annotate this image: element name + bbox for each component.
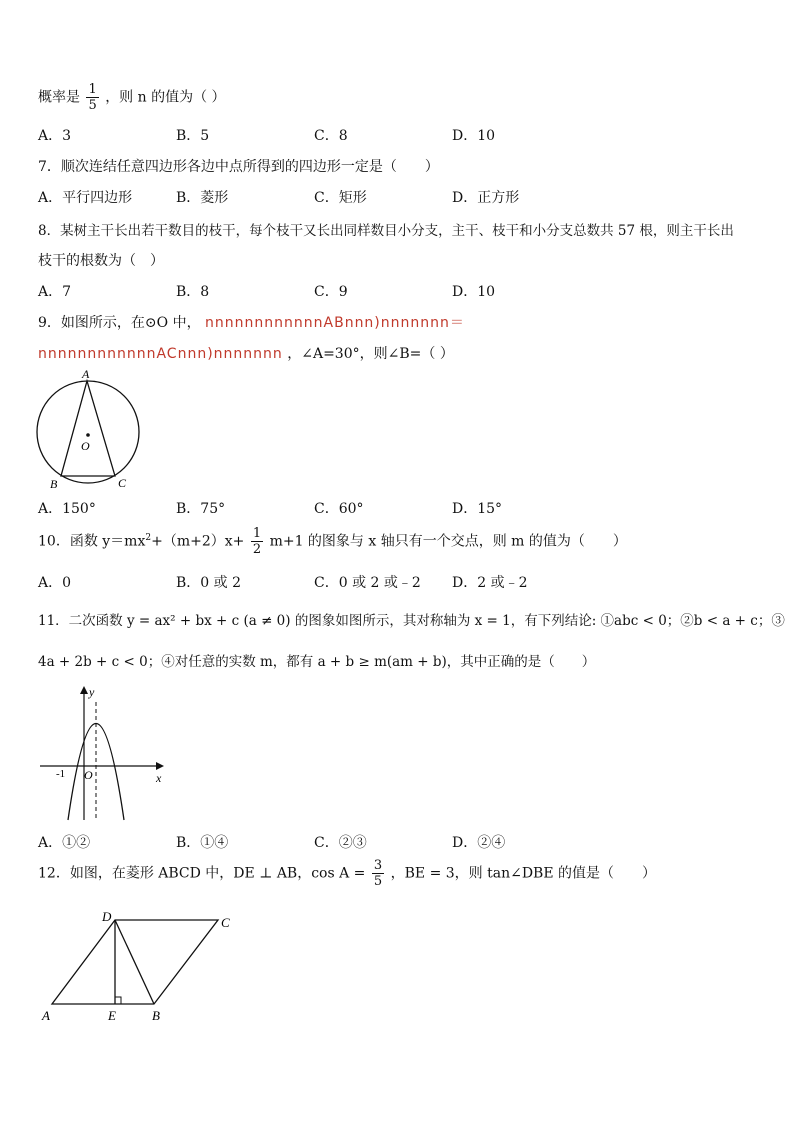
q9-option-b: B．75° (176, 501, 226, 517)
q9-stem-post: ，∠A=30°，则∠B=（ ） (287, 346, 454, 362)
q8-stem-line2: 枝干的根数为（ ） (38, 253, 164, 269)
q8-option-c: C．9 (314, 284, 348, 300)
q9-option-c: C．60° (314, 501, 364, 517)
q10-stem-pre: 10．函数 y＝mx (38, 533, 146, 550)
label-c: C (118, 476, 127, 490)
q10-option-b: B．0 或 2 (176, 575, 242, 591)
q8-option-a: A．7 (38, 284, 72, 300)
q6-stem (38, 82, 226, 113)
q10-frac-den: 2 (252, 542, 262, 557)
label-a: A (42, 1008, 50, 1023)
q6-option-c: C．8 (314, 128, 348, 144)
q7-option-d: D．正方形 (452, 190, 520, 206)
label-d: D (102, 909, 112, 924)
q10-option-c: C．0 或 2 或﹣2 (314, 575, 421, 591)
q11-stem-line1: 11．二次函数 y = ax² + bx + c (a ≠ 0) 的图象如图所示，其对称轴为 x = 1，有下列结论: ①abc < 0；②b < a + c；③ (38, 613, 785, 629)
q9-circle-figure (30, 366, 170, 492)
label-origin: O (84, 768, 93, 782)
label-y: y (89, 685, 95, 699)
q7-option-a: A．平行四边形 (38, 190, 133, 206)
q6-option-b: B．5 (176, 128, 210, 144)
q12-stem-post: ，BE = 3，则 tan∠DBE 的值是（ ） (390, 865, 657, 882)
q10-stem-post: m+1 的图象与 x 轴只有一个交点，则 m 的值为（ ） (269, 533, 627, 550)
q10-stem (38, 526, 627, 557)
q11-option-a: A．①② (38, 835, 91, 851)
q9-garbled-text-2: nnnnnnnnnnnnACnnn)nnnnnnn (38, 346, 283, 362)
q10-option-a: A．0 (38, 575, 72, 591)
q12-frac-den: 5 (373, 874, 383, 889)
q12-stem (38, 858, 656, 889)
q10-superscript: 2 (145, 532, 152, 543)
q6-fraction (86, 82, 98, 113)
y-axis-arrow-icon (80, 686, 88, 694)
q9-stem-pre: 9．如图所示，在⊙O 中， (38, 315, 201, 331)
circle-o (37, 381, 139, 483)
q10-option-d: D．2 或﹣2 (452, 575, 528, 591)
label-e: E (108, 1008, 116, 1023)
q10-fraction (251, 526, 263, 557)
q9-option-a: A．150° (38, 501, 96, 517)
q7-stem: 7．顺次连结任意四边形各边中点所得到的四边形一定是（ ） (38, 159, 439, 175)
segment-db (115, 920, 154, 1004)
q6-option-a: A．3 (38, 128, 72, 144)
label-b: B (50, 477, 58, 491)
q12-rhombus-figure (38, 908, 238, 1026)
q10-frac-num: 1 (252, 526, 262, 541)
q8-stem-line1: 8．某树主干长出若干数目的枝干，每个枝干又长出同样数目小分支，主干、枝干和小分支总数共 57 根，则主干长出 (38, 223, 734, 239)
q11-option-b: B．①④ (176, 835, 229, 851)
q6-frac-den: 5 (88, 98, 97, 113)
q9-option-d: D．15° (452, 501, 503, 517)
q8-option-d: D．10 (452, 284, 496, 300)
q7-option-c: C．矩形 (314, 190, 367, 206)
q6-stem-post: ，则 n 的值为（ ） (105, 89, 226, 106)
label-a: A (82, 367, 90, 381)
q8-option-b: B．8 (176, 284, 210, 300)
q6-option-d: D．10 (452, 128, 496, 144)
label-b: B (152, 1008, 160, 1023)
label-c: C (221, 915, 230, 930)
q12-fraction (372, 858, 384, 889)
center-point (86, 433, 90, 437)
q11-stem-line2: 4a + 2b + c < 0；④对任意的实数 m，都有 a + b ≥ m(am + b)，其中正确的是（ ） (38, 654, 596, 670)
right-angle-mark (115, 997, 121, 1004)
label-neg1: -1 (56, 768, 66, 780)
q11-parabola-figure (36, 682, 166, 822)
q12-frac-num: 3 (373, 858, 383, 873)
label-x: x (156, 771, 162, 785)
q11-option-c: C．②③ (314, 835, 367, 851)
q6-frac-num: 1 (88, 82, 97, 97)
label-o: O (81, 439, 90, 453)
triangle-abc (61, 381, 115, 476)
q10-stem-mid: +（m+2）x+ (151, 533, 245, 550)
q11-option-d: D．②④ (452, 835, 506, 851)
q9-stem-line1 (38, 312, 465, 332)
q9-garbled-text-1: nnnnnnnnnnnnABnnn)nnnnnnn＝ (205, 315, 465, 331)
q9-stem-line2 (38, 343, 454, 363)
q7-option-b: B．菱形 (176, 190, 229, 206)
q12-stem-pre: 12．如图，在菱形 ABCD 中，DE ⊥ AB，cos A = (38, 865, 366, 882)
x-axis-arrow-icon (156, 762, 164, 770)
q6-stem-pre: 概率是 (38, 89, 80, 106)
